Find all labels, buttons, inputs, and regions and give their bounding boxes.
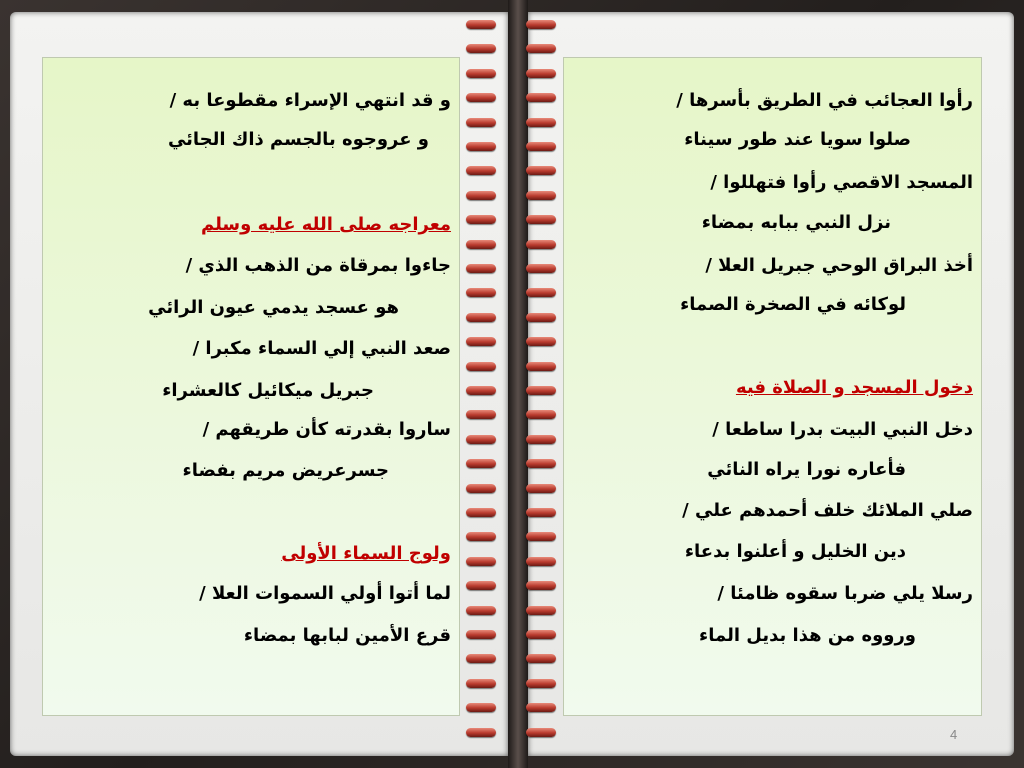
binding-ring xyxy=(526,362,556,371)
verse-line: جاءوا بمرقاة من الذهب الذي / xyxy=(185,255,451,276)
binding-ring xyxy=(466,118,496,127)
verse-line: أخذ البراق الوحي جبريل العلا / xyxy=(705,255,973,276)
binding-ring xyxy=(526,410,556,419)
binding-ring xyxy=(466,386,496,395)
binding-ring xyxy=(526,142,556,151)
section-heading: دخول المسجد و الصلاة فيه xyxy=(735,377,973,398)
binding-ring xyxy=(466,508,496,517)
binding-ring xyxy=(466,728,496,737)
binding-ring xyxy=(526,654,556,663)
verse-line: صلي الملائك خلف أحمدهم علي / xyxy=(682,500,973,521)
binding-ring xyxy=(526,215,556,224)
binding-ring xyxy=(526,557,556,566)
binding-ring xyxy=(526,703,556,712)
binding-ring xyxy=(526,44,556,53)
binding-ring xyxy=(466,606,496,615)
binding-ring xyxy=(466,142,496,151)
binding-ring xyxy=(466,362,496,371)
binding-ring xyxy=(526,508,556,517)
binding-ring xyxy=(466,166,496,175)
binding-ring xyxy=(526,606,556,615)
verse-line: جسرعريض مريم بفضاء xyxy=(182,460,389,481)
binding-ring xyxy=(526,728,556,737)
verse-line: قرع الأمين لبابها بمضاء xyxy=(243,625,451,646)
verse-line: و عروجوه بالجسم ذاك الجائي xyxy=(167,129,429,150)
binding-ring xyxy=(466,264,496,273)
verse-line: جبريل ميكائيل كالعشراء xyxy=(162,380,374,401)
binding-ring xyxy=(526,581,556,590)
binding-ring xyxy=(526,93,556,102)
binding-ring xyxy=(466,20,496,29)
verse-line: رأوا العجائب في الطريق بأسرها / xyxy=(676,90,973,111)
verse-line: ورووه من هذا بديل الماء xyxy=(699,625,916,646)
page-number: 4 xyxy=(950,727,958,742)
verse-line: صعد النبي إلي السماء مكبرا / xyxy=(192,338,451,359)
binding-ring xyxy=(526,69,556,78)
binding-ring xyxy=(526,20,556,29)
binding-ring xyxy=(466,215,496,224)
binding-ring xyxy=(526,313,556,322)
spiral-binding xyxy=(466,20,558,760)
verse-line: دخل النبي البيت بدرا ساطعا / xyxy=(712,419,973,440)
binding-ring xyxy=(526,240,556,249)
verse-line: المسجد الاقصي رأوا فتهللوا / xyxy=(710,172,973,193)
binding-ring xyxy=(526,118,556,127)
binding-ring xyxy=(466,313,496,322)
verse-line: لما أتوا أولي السموات العلا / xyxy=(199,583,451,604)
binding-ring xyxy=(466,581,496,590)
verse-line: صلوا سويا عند طور سيناء xyxy=(684,129,911,150)
section-heading: معراجه صلى الله عليه وسلم xyxy=(200,214,451,235)
binding-ring xyxy=(466,69,496,78)
verse-line: رسلا يلي ضربا سقوه ظامئا / xyxy=(717,583,973,604)
binding-ring xyxy=(466,654,496,663)
verse-line: ساروا بقدرته كأن طريقهم / xyxy=(202,419,451,440)
binding-ring xyxy=(526,166,556,175)
binding-ring xyxy=(526,288,556,297)
binding-ring xyxy=(466,557,496,566)
binding-ring xyxy=(526,630,556,639)
binding-ring xyxy=(466,703,496,712)
binding-ring xyxy=(466,630,496,639)
binding-ring xyxy=(466,337,496,346)
binding-ring xyxy=(466,288,496,297)
verse-line: و قد انتهي الإسراء مقطوعا به / xyxy=(169,90,451,111)
binding-ring xyxy=(466,240,496,249)
binding-ring xyxy=(526,337,556,346)
binding-ring xyxy=(526,679,556,688)
verse-line: دين الخليل و أعلنوا بدعاء xyxy=(684,541,906,562)
binding-ring xyxy=(526,532,556,541)
binding-ring xyxy=(466,459,496,468)
binding-ring xyxy=(466,679,496,688)
binding-ring xyxy=(526,264,556,273)
verse-line: نزل النبي ببابه بمضاء xyxy=(701,212,891,233)
verse-line: فأعاره نورا يراه النائي xyxy=(707,459,906,480)
binding-ring xyxy=(526,459,556,468)
binding-ring xyxy=(466,44,496,53)
binding-ring xyxy=(466,532,496,541)
binding-ring xyxy=(466,484,496,493)
binding-ring xyxy=(466,410,496,419)
binding-ring xyxy=(526,435,556,444)
right-text-panel xyxy=(563,57,982,716)
section-heading: ولوج السماء الأولى xyxy=(281,543,451,564)
binding-ring xyxy=(526,484,556,493)
binding-ring xyxy=(466,435,496,444)
verse-line: لوكائه في الصخرة الصماء xyxy=(680,294,906,315)
binding-ring xyxy=(466,191,496,200)
left-text-panel xyxy=(42,57,460,716)
verse-line: هو عسجد يدمي عيون الرائي xyxy=(148,297,399,318)
binding-ring xyxy=(466,93,496,102)
binding-ring xyxy=(526,191,556,200)
binding-ring xyxy=(526,386,556,395)
